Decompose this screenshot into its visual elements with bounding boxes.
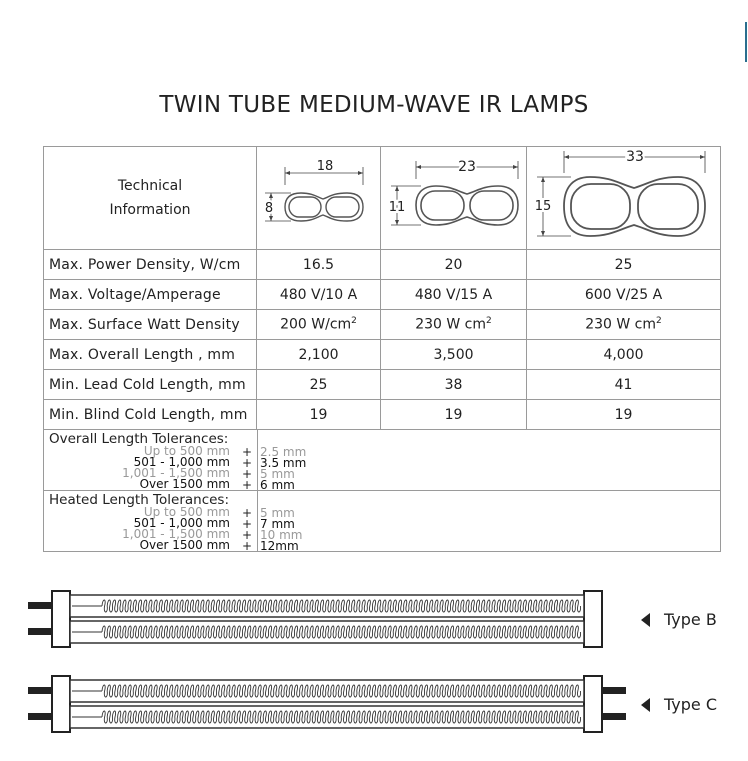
tolerance-value: + 12mm xyxy=(242,539,299,553)
tolerance-value: + 5 mm xyxy=(242,506,295,520)
table-header-row xyxy=(44,147,721,250)
plus-minus-icon: + xyxy=(242,539,253,553)
plus-minus-icon: + xyxy=(242,445,253,459)
row-label: Max. Overall Length , mm xyxy=(44,340,257,370)
cell-value-text: 230 W cm xyxy=(415,316,487,333)
tolerance-value: + 6 mm xyxy=(242,478,295,492)
overall-tolerance-row xyxy=(44,430,721,491)
cell-value: 19 xyxy=(527,400,721,430)
plus-minus-icon: + xyxy=(242,517,253,531)
cell-value: 600 V/25 A xyxy=(527,280,721,310)
table-row xyxy=(44,340,721,370)
profile-large-height: 15 xyxy=(534,199,552,214)
row-label: Min. Blind Cold Length, mm xyxy=(44,400,257,430)
cell-value: 2,100 xyxy=(257,340,381,370)
edge-accent-bar xyxy=(745,22,747,62)
cell-value: 19 xyxy=(257,400,381,430)
plus-minus-icon: + xyxy=(242,478,253,492)
table-row xyxy=(44,370,721,400)
superscript: 2 xyxy=(656,316,662,327)
cell-value xyxy=(527,310,721,340)
tolerance-range: 1,001 - 1,500 mm xyxy=(122,527,230,541)
spec-table xyxy=(43,146,721,552)
table-row xyxy=(44,280,721,310)
row-label: Max. Power Density, W/cm xyxy=(44,250,257,280)
row-label: Max. Voltage/Amperage xyxy=(44,280,257,310)
lamp-type-b-label: Type B xyxy=(664,610,717,629)
cell-value xyxy=(257,310,381,340)
profile-medium-width: 23 xyxy=(458,159,476,175)
tolerance-value: + 5 mm xyxy=(242,467,295,481)
cell-value: 3,500 xyxy=(381,340,527,370)
tech-line-2: Information xyxy=(109,202,191,218)
row-label: Max. Surface Watt Density xyxy=(44,310,257,340)
cell-value: 16.5 xyxy=(257,250,381,280)
lamp-type-c-drawing xyxy=(24,673,634,737)
cell-value: 480 V/15 A xyxy=(381,280,527,310)
page-title: TWIN TUBE MEDIUM-WAVE IR LAMPS xyxy=(159,92,589,118)
lamp-type-b-drawing xyxy=(24,588,614,652)
tech-line-1: Technical xyxy=(117,178,183,194)
tolerance-value: + 3.5 mm xyxy=(242,456,307,470)
heated-tolerance-heading: Heated Length Tolerances: xyxy=(49,492,230,508)
cell-value-text: 230 W cm xyxy=(585,316,657,333)
technical-information-heading xyxy=(44,147,257,250)
lamp-type-c-label: Type C xyxy=(664,695,718,714)
superscript: 2 xyxy=(351,316,357,327)
cell-value-text: 200 W/cm xyxy=(280,316,352,333)
overall-tolerance-heading: Overall Length Tolerances: xyxy=(49,431,229,447)
tolerance-range: 1,001 - 1,500 mm xyxy=(122,466,230,480)
plus-minus-icon: + xyxy=(242,456,253,470)
tolerance-value: + 2.5 mm xyxy=(242,445,307,459)
profile-small xyxy=(257,147,381,250)
cell-value: 25 xyxy=(527,250,721,280)
heated-tolerance-row xyxy=(44,491,721,552)
table-row xyxy=(44,310,721,340)
profile-medium-height: 11 xyxy=(388,200,406,215)
tolerance-value: + 7 mm xyxy=(242,517,295,531)
tolerance-range: Over 1500 mm xyxy=(139,538,230,552)
cell-value: 480 V/10 A xyxy=(257,280,381,310)
tolerance-range: 501 - 1,000 mm xyxy=(133,516,230,530)
profile-large xyxy=(527,147,721,250)
cell-value: 19 xyxy=(381,400,527,430)
profile-small-width: 18 xyxy=(316,159,334,174)
heated-tolerance-cell xyxy=(44,491,721,552)
tolerance-range: Over 1500 mm xyxy=(139,477,230,491)
profile-large-width: 33 xyxy=(626,149,644,165)
plus-minus-icon: + xyxy=(242,506,253,520)
pointer-triangle-icon xyxy=(641,613,650,627)
tolerance-range: 501 - 1,000 mm xyxy=(133,455,230,469)
cell-value: 41 xyxy=(527,370,721,400)
profile-medium xyxy=(381,147,527,250)
row-label: Min. Lead Cold Length, mm xyxy=(44,370,257,400)
table-row xyxy=(44,400,721,430)
plus-minus-icon: + xyxy=(242,528,253,542)
cell-value: 20 xyxy=(381,250,527,280)
cell-value: 38 xyxy=(381,370,527,400)
plus-minus-icon: + xyxy=(242,467,253,481)
tolerance-range: Up to 500 mm xyxy=(143,505,230,519)
table-row xyxy=(44,250,721,280)
cell-value xyxy=(381,310,527,340)
pointer-triangle-icon xyxy=(641,698,650,712)
superscript: 2 xyxy=(486,316,492,327)
profile-small-height: 8 xyxy=(264,201,274,216)
overall-tolerance-cell xyxy=(44,430,721,491)
tolerance-range: Up to 500 mm xyxy=(143,444,230,458)
tolerance-value: + 10 mm xyxy=(242,528,303,542)
cell-value: 25 xyxy=(257,370,381,400)
cell-value: 4,000 xyxy=(527,340,721,370)
